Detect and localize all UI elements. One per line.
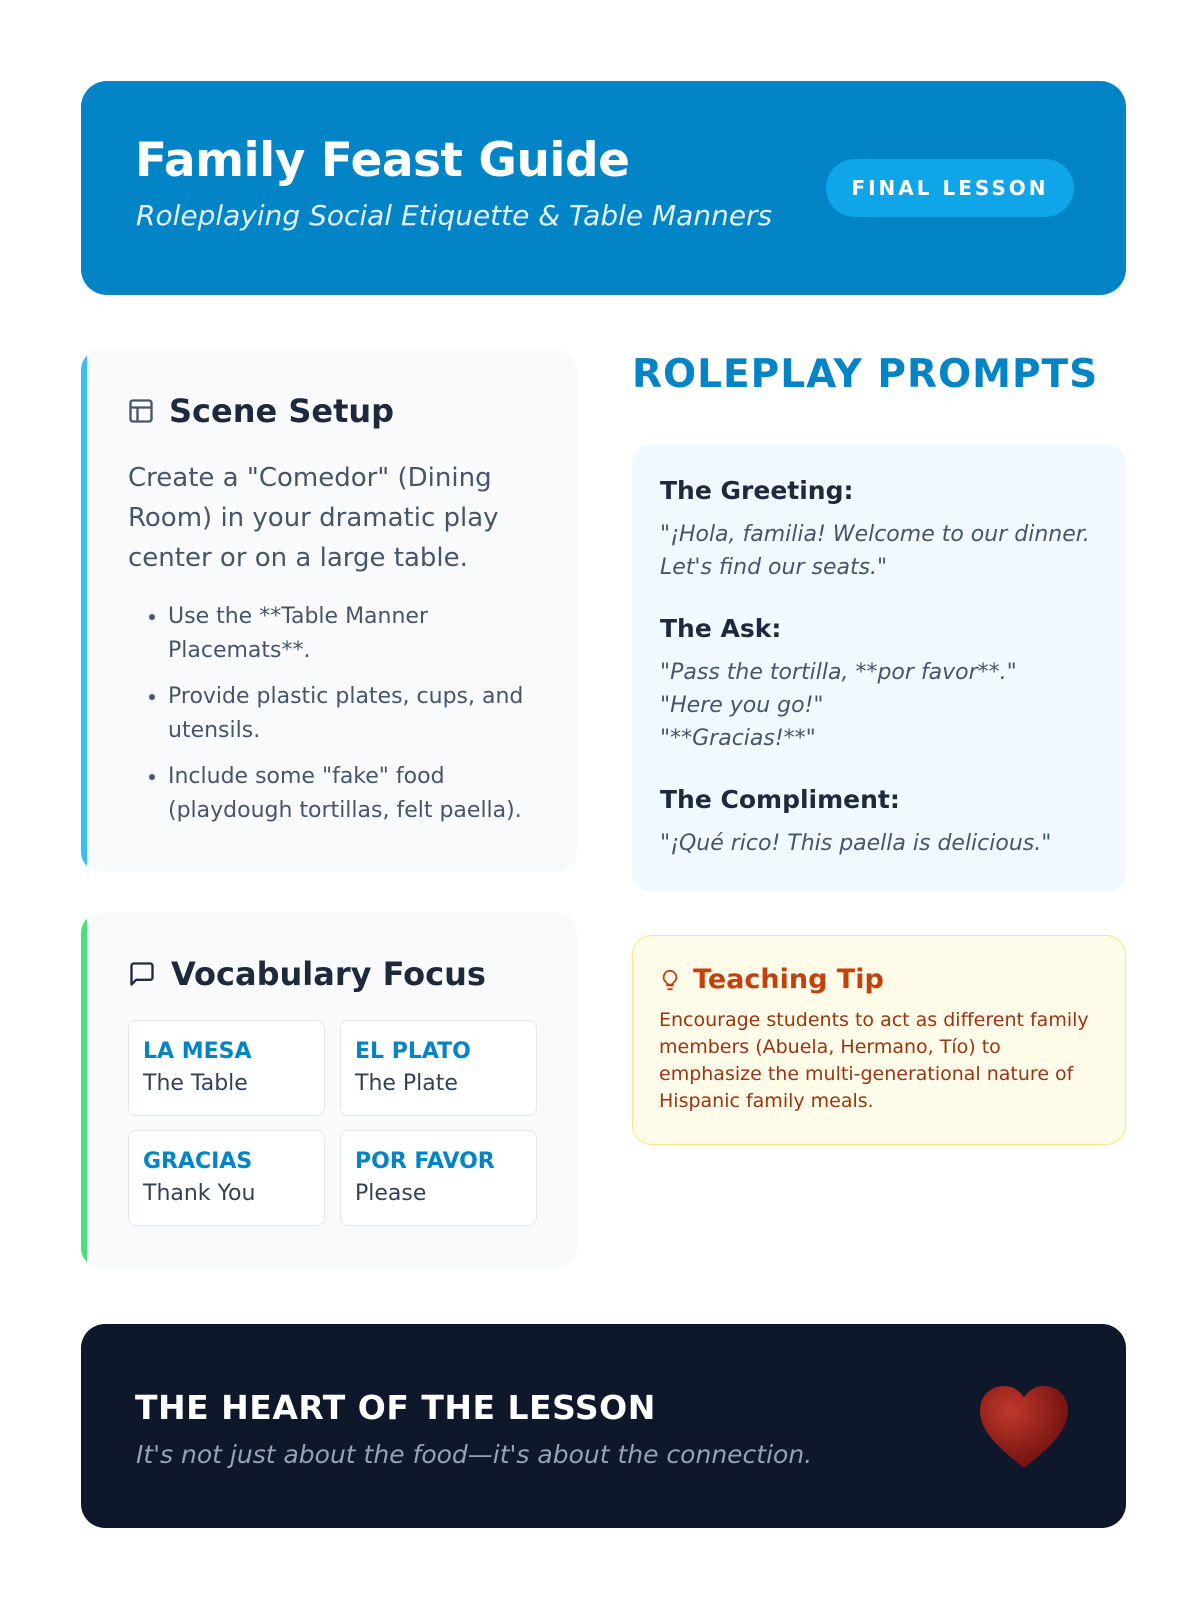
roleplay-prompts-heading: ROLEPLAY PROMPTS xyxy=(632,352,1099,397)
prompt-label: The Ask: xyxy=(660,614,782,643)
page-title: Family Feast Guide xyxy=(135,133,630,188)
vocab-meaning: The Plate xyxy=(355,1071,458,1096)
vocab-meaning: The Table xyxy=(143,1071,248,1096)
vocab-accent-bar xyxy=(81,913,87,1268)
lightbulb-icon xyxy=(659,967,681,993)
vocab-item-la-mesa xyxy=(128,1020,325,1116)
list-item: • Use the **Table Manner Placemats**. xyxy=(168,600,548,668)
prompt-line: "**Gracias!**" xyxy=(660,726,816,751)
prompt-line: "¡Qué rico! This paella is delicious." xyxy=(660,831,1052,856)
scene-setup-title: Scene Setup xyxy=(169,392,395,430)
vocab-meaning: Thank You xyxy=(143,1181,256,1206)
vocab-term: EL PLATO xyxy=(355,1039,471,1064)
vocab-item-por-favor xyxy=(340,1130,537,1226)
vocab-item-gracias xyxy=(128,1130,325,1226)
vocabulary-title: Vocabulary Focus xyxy=(171,955,486,993)
prompt-line: "Pass the tortilla, **por favor**." xyxy=(660,660,1017,685)
vocab-term: LA MESA xyxy=(143,1039,252,1064)
footer-title: THE HEART OF THE LESSON xyxy=(135,1388,656,1427)
prompt-compliment xyxy=(660,783,1098,860)
vocab-meaning: Please xyxy=(355,1181,427,1206)
scene-setup-heading xyxy=(127,392,394,430)
teaching-tip-text: Encourage students to act as different family members (Abuela, Hermano, Tío) to emphasize the multi-generational nature of Hispanic family meals. xyxy=(659,1009,1089,1112)
prompt-label: The Compliment: xyxy=(660,785,900,814)
footer-subtitle: It's not just about the food—it's about the connection. xyxy=(136,1440,813,1469)
chat-bubble-icon xyxy=(127,960,157,988)
prompt-greeting xyxy=(660,474,1098,584)
scene-checklist xyxy=(168,600,548,840)
vocabulary-card xyxy=(81,913,577,1268)
list-item: • Provide plastic plates, cups, and utensils. xyxy=(168,680,548,748)
final-lesson-badge: FINAL LESSON xyxy=(826,159,1074,217)
prompt-line: "¡Hola, familia! Welcome to our dinner. Let's find our seats." xyxy=(660,522,1090,580)
lesson-header xyxy=(81,81,1126,295)
vocab-term: GRACIAS xyxy=(143,1149,253,1174)
vocabulary-grid xyxy=(128,1020,538,1226)
prompt-ask xyxy=(660,612,1098,755)
lesson-footer xyxy=(81,1324,1126,1528)
prompt-line: "Here you go!" xyxy=(660,693,824,718)
scene-setup-card xyxy=(81,350,577,872)
vocab-item-el-plato xyxy=(340,1020,537,1116)
roleplay-prompts-card xyxy=(632,444,1126,892)
page-subtitle: Roleplaying Social Etiquette & Table Manners xyxy=(136,199,773,232)
heart-icon xyxy=(976,1380,1072,1472)
vocabulary-heading xyxy=(127,955,486,993)
scene-accent-bar xyxy=(81,350,87,872)
teaching-tip-card xyxy=(632,935,1126,1145)
list-item: • Include some "fake" food (playdough tortillas, felt paella). xyxy=(168,760,548,828)
scene-intro-text: Create a "Comedor" (Dining Room) in your dramatic play center or on a large table. xyxy=(128,463,499,573)
layout-icon xyxy=(127,397,155,425)
prompt-label: The Greeting: xyxy=(660,476,854,505)
teaching-tip-title: Teaching Tip xyxy=(693,964,884,995)
vocab-term: POR FAVOR xyxy=(355,1149,495,1174)
teaching-tip-heading xyxy=(659,964,1099,995)
